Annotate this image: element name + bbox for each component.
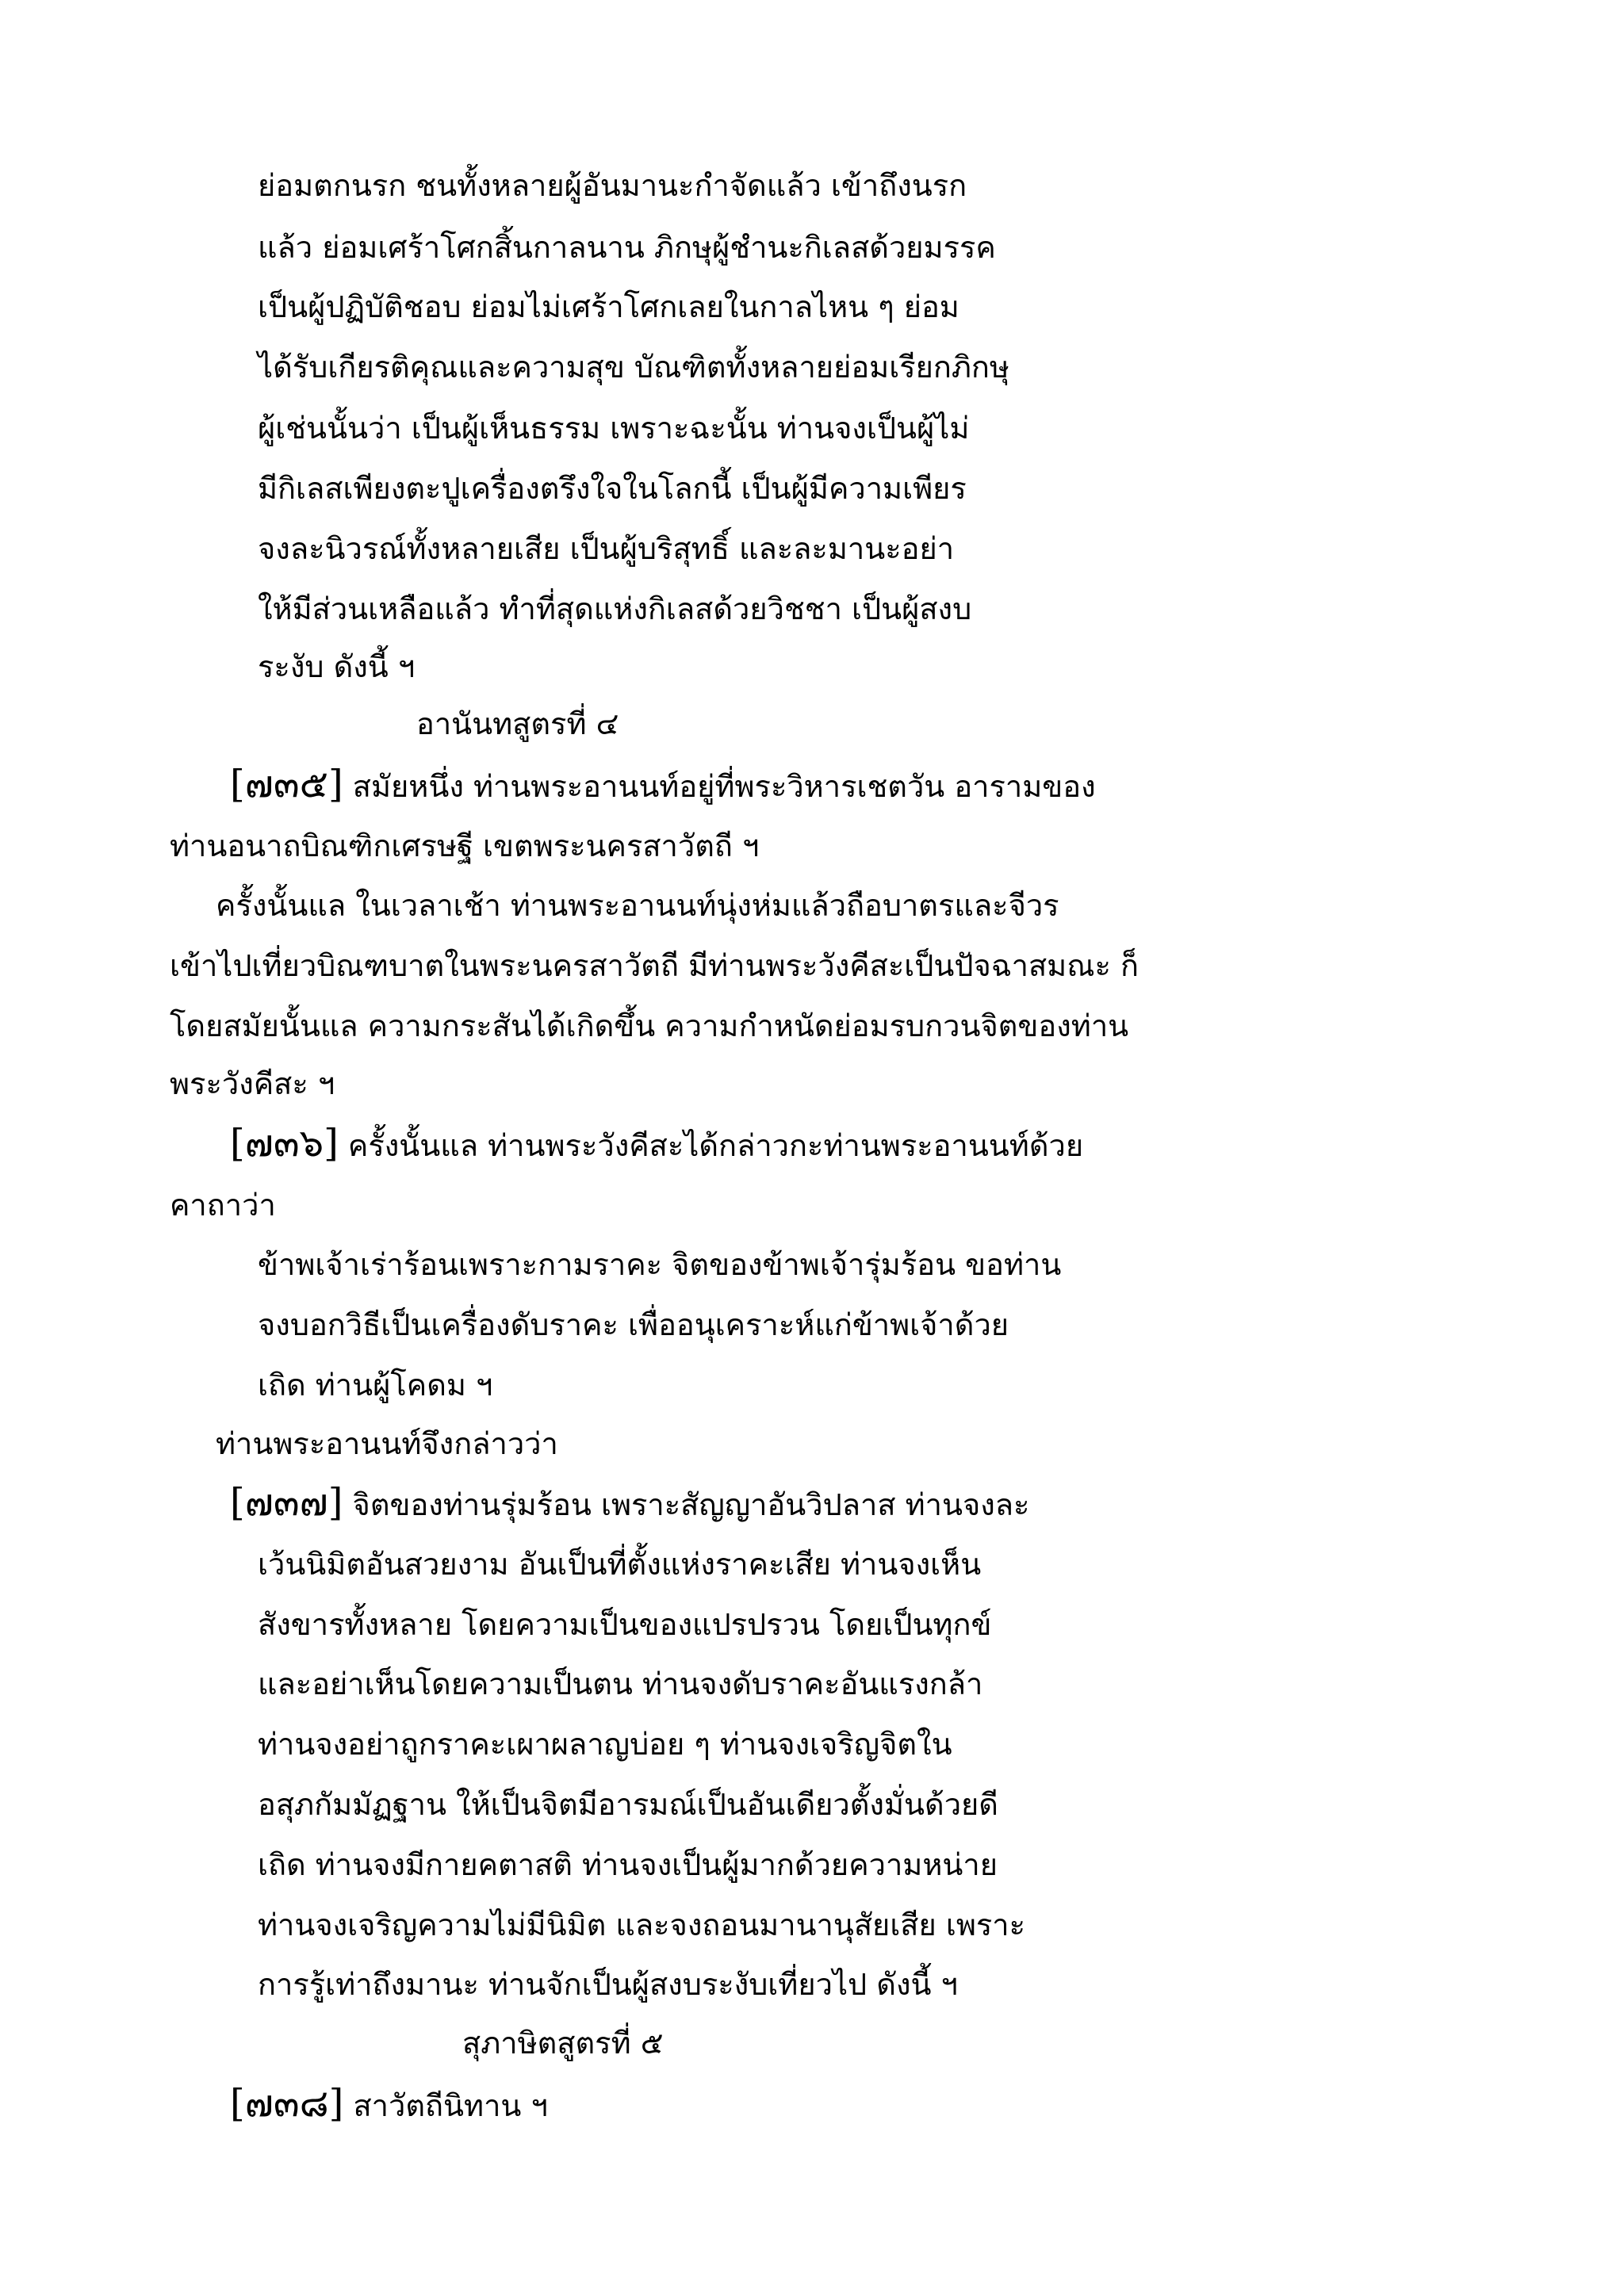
section-line [230,1119,1083,1167]
section-line [230,760,1096,808]
paragraph-line: โดยสมัยนั้นแล ความกระสันได้เกิดขึ้น ความกำหนัดย่อมรบกวนจิตของท่าน [170,1008,1129,1043]
section-number: [๗๓๖] [230,1121,339,1165]
verse-line: และอย่าเห็นโดยความเป็นตน ท่านจงดับราคะอันแรงกล้า [258,1667,983,1701]
verse-line: ย่อมตกนรก ชนทั้งหลายผู้อันมานะกำจัดแล้ว เข้าถึงนรก [258,168,967,203]
verse-text: จิตของท่านรุ่มร้อน เพราะสัญญาอันวิปลาส ท่านจงละ [352,1487,1030,1522]
paragraph-line: ครั้งนั้นแล ในเวลาเช้า ท่านพระอานนท์นุ่งห่มแล้วถือบาตรและจีวร [216,888,1059,923]
section-line [230,1479,1029,1526]
verse-line: อสุภกัมมัฏฐาน ให้เป็นจิตมีอารมณ์เป็นอันเดียวตั้งมั่นด้วยดี [258,1787,998,1822]
verse-line: การรู้เท่าถึงมานะ ท่านจักเป็นผู้สงบระงับเที่ยวไป ดังนี้ ฯ [258,1967,958,2002]
sutta-title: สุภาษิตสูตรที่ ๕ [462,2026,664,2061]
verse-line: สังขารทั้งหลาย โดยความเป็นของแปรปรวน โดยเป็นทุกข์ [258,1607,992,1642]
verse-line: มีกิเลสเพียงตะปูเครื่องตรึงใจในโลกนี้ เป็นผู้มีความเพียร [258,471,967,506]
verse-line: เถิด ท่านผู้โคดม ฯ [258,1368,493,1402]
paragraph-text: สมัยหนึ่ง ท่านพระอานนท์อยู่ที่พระวิหารเชตวัน อารามของ [352,769,1096,804]
verse-line: เป็นผู้ปฏิบัติชอบ ย่อมไม่เศร้าโศกเลยในกาลไหน ๆ ย่อม [258,289,959,324]
paragraph-line: ท่านอนาถบิณฑิกเศรษฐี เขตพระนครสาวัตถี ฯ [170,828,760,863]
verse-line: จงละนิวรณ์ทั้งหลายเสีย เป็นผู้บริสุทธิ์ และละมานะอย่า [258,531,955,566]
verse-line: ท่านจงเจริญความไม่มีนิมิต และจงถอนมานานุสัยเสีย เพราะ [258,1908,1026,1942]
paragraph-line: ท่านพระอานนท์จึงกล่าวว่า [216,1426,558,1461]
sutta-title: อานันทสูตรที่ ๔ [416,706,619,741]
verse-line: แล้ว ย่อมเศร้าโศกสิ้นกาลนาน ภิกษุผู้ชำนะกิเลสด้วยมรรค [258,230,996,265]
verse-line: ท่านจงอย่าถูกราคะเผาผลาญบ่อย ๆ ท่านจงเจริญจิตใน [258,1727,952,1762]
paragraph-line: เข้าไปเที่ยวบิณฑบาตในพระนครสาวัตถี มีท่านพระวังคีสะเป็นปัจฉาสมณะ ก็ [170,948,1139,983]
section-number: [๗๓๘] [230,2081,344,2126]
verse-line: เถิด ท่านจงมีกายคตาสติ ท่านจงเป็นผู้มากด้วยความหน่าย [258,1847,998,1882]
paragraph-line: คาถาว่า [170,1188,276,1223]
verse-line: ผู้เช่นนั้นว่า เป็นผู้เห็นธรรม เพราะฉะนั้น ท่านจงเป็นผู้ไม่ [258,411,970,446]
paragraph-text: ครั้งนั้นแล ท่านพระวังคีสะได้กล่าวกะท่านพระอานนท์ด้วย [347,1128,1084,1163]
verse-line: จงบอกวิธีเป็นเครื่องดับราคะ เพื่ออนุเคราะห์แก่ข้าพเจ้าด้วย [258,1307,1009,1342]
section-number: [๗๓๗] [230,1480,343,1525]
verse-line: เว้นนิมิตอันสวยงาม อันเป็นที่ตั้งแห่งราคะเสีย ท่านจงเห็น [258,1547,982,1582]
verse-line: ข้าพเจ้าเร่าร้อนเพราะกามราคะ จิตของข้าพเจ้ารุ่มร้อน ขอท่าน [258,1247,1062,1282]
verse-line: ได้รับเกียรติคุณและความสุข บัณฑิตทั้งหลายย่อมเรียกภิกษุ [258,350,1009,385]
verse-line: ระงับ ดังนี้ ฯ [258,649,416,684]
paragraph-line: พระวังคีสะ ฯ [170,1066,335,1101]
paragraph-text: สาวัตถีนิทาน ฯ [353,2088,548,2123]
section-line [230,2080,548,2127]
verse-line: ให้มีส่วนเหลือแล้ว ทำที่สุดแห่งกิเลสด้วยวิชชา เป็นผู้สงบ [258,591,972,626]
section-number: [๗๓๕] [230,762,343,806]
